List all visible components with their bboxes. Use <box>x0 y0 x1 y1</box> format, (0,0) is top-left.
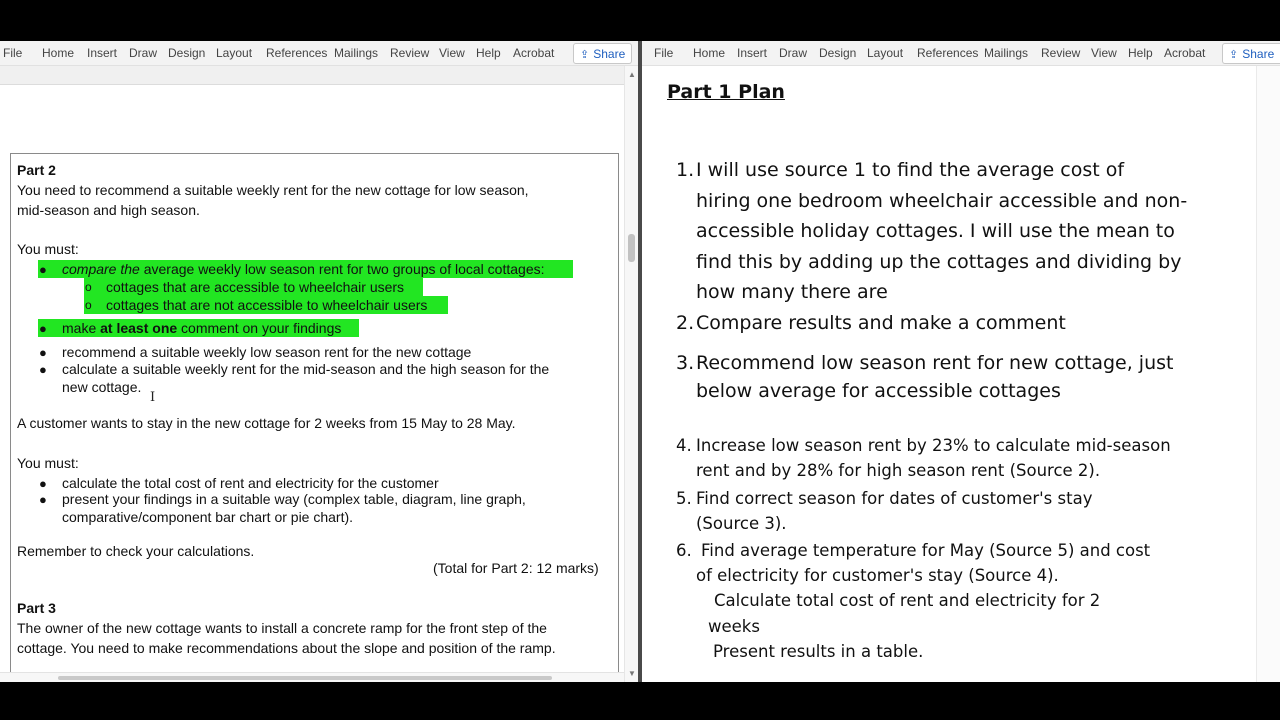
tab-design[interactable]: Design <box>819 46 857 60</box>
tab-insert[interactable]: Insert <box>737 46 768 60</box>
tab-layout[interactable]: Layout <box>216 46 253 60</box>
tab-view[interactable]: View <box>439 46 465 60</box>
share-label: Share <box>1242 47 1275 61</box>
left-vertical-scrollbar[interactable] <box>624 66 638 682</box>
item5-line1: Find correct season for dates of customer's stay <box>696 489 1093 508</box>
bullet6-line1: present your findings in a suitable way (complex table, diagram, line graph, <box>62 491 526 507</box>
tab-mailings[interactable]: Mailings <box>334 46 379 60</box>
tab-view[interactable]: View <box>1091 46 1117 60</box>
item3-line1: Recommend low season rent for new cottage, just <box>696 352 1174 374</box>
part2-intro-line1: You need to recommend a suitable weekly rent for the new cottage for low season, <box>17 182 529 198</box>
item1-line5: how many there are <box>696 281 888 303</box>
item4-line2: rent and by 28% for high season rent (Source 2). <box>696 461 1101 480</box>
left-document-window <box>0 41 638 682</box>
part3-line1: The owner of the new cottage wants to install a concrete ramp for the front step of the <box>17 620 547 636</box>
item4-line1: Increase low season rent by 23% to calculate mid-season <box>696 436 1171 455</box>
tab-help[interactable]: Help <box>1128 46 1153 60</box>
share-icon: ⇪ <box>580 49 590 61</box>
bullet4-line1: calculate a suitable weekly rent for the mid-season and the high season for the <box>62 361 550 377</box>
part2-heading: Part 2 <box>17 162 56 178</box>
scroll-up-icon[interactable]: ▲ <box>628 70 636 79</box>
item2-text: Compare results and make a comment <box>696 312 1066 334</box>
sub-bullet-circle: o <box>85 298 92 312</box>
tab-layout[interactable]: Layout <box>867 46 904 60</box>
tab-references[interactable]: References <box>917 46 979 60</box>
scroll-thumb[interactable] <box>628 234 635 262</box>
sub-bullet-circle: o <box>85 280 92 294</box>
bullet2-text: make at least one comment on your findings <box>62 320 342 336</box>
part3-heading: Part 3 <box>17 600 56 616</box>
item3-number: 3. <box>676 352 695 374</box>
tab-file[interactable]: File <box>3 46 23 60</box>
tab-home[interactable]: Home <box>693 46 726 60</box>
bullet-dot: ● <box>39 262 47 277</box>
right-ribbon-tabs <box>642 41 1280 66</box>
item4-number: 4. <box>676 436 692 455</box>
tab-mailings[interactable]: Mailings <box>984 46 1029 60</box>
right-document-window <box>642 41 1280 682</box>
bullet6-line2: comparative/component bar chart or pie chart). <box>62 509 354 525</box>
remember-line: Remember to check your calculations. <box>17 543 255 559</box>
item1-line4: find this by adding up the cottages and dividing by <box>696 251 1182 273</box>
tab-references[interactable]: References <box>266 46 328 60</box>
total-marks: (Total for Part 2: 12 marks) <box>433 560 599 576</box>
scroll-down-icon[interactable]: ▼ <box>628 669 636 678</box>
bullet1-text: compare the average weekly low season rent for two groups of local cottages: <box>62 261 545 277</box>
you-must-label-2: You must: <box>17 455 79 471</box>
tab-acrobat[interactable]: Acrobat <box>513 46 555 60</box>
share-label: Share <box>593 47 626 61</box>
tab-review[interactable]: Review <box>390 46 430 60</box>
extra-line1: Calculate total cost of rent and electricity for 2 <box>714 591 1101 610</box>
sub-bullet2-text: cottages that are not accessible to wheelchair users <box>106 297 428 313</box>
right-vertical-scrollbar[interactable] <box>1256 66 1280 682</box>
sub-bullet1-text: cottages that are accessible to wheelchair users <box>106 279 405 295</box>
tab-help[interactable]: Help <box>476 46 501 60</box>
item6-line2: of electricity for customer's stay (Source 4). <box>696 566 1059 585</box>
item1-line2: hiring one bedroom wheelchair accessible and non- <box>696 190 1188 212</box>
bullet3-text: recommend a suitable weekly low season rent for the new cottage <box>62 344 472 360</box>
part3-line2: cottage. You need to make recommendations about the slope and position of the ramp. <box>17 640 556 656</box>
tab-draw[interactable]: Draw <box>779 46 808 60</box>
text-cursor-icon: I <box>150 390 156 405</box>
tab-design[interactable]: Design <box>168 46 206 60</box>
tab-review[interactable]: Review <box>1041 46 1081 60</box>
tab-home[interactable]: Home <box>42 46 75 60</box>
bullet4-line2: new cottage. <box>62 379 142 395</box>
plan-title: Part 1 Plan <box>667 81 785 103</box>
extra-line2: weeks <box>708 617 760 636</box>
item3-line2: below average for accessible cottages <box>696 380 1061 402</box>
you-must-label: You must: <box>17 241 79 257</box>
left-horizontal-scrollbar[interactable] <box>0 672 624 682</box>
bullet-dot: ● <box>39 476 47 491</box>
item2-number: 2. <box>676 312 695 334</box>
item1-line3: accessible holiday cottages. I will use the mean to <box>696 220 1175 242</box>
customer-line: A customer wants to stay in the new cottage for 2 weeks from 15 May to 28 May. <box>17 415 516 431</box>
item5-number: 5. <box>676 489 692 508</box>
tab-draw[interactable]: Draw <box>129 46 158 60</box>
left-ribbon-tabs <box>0 41 638 66</box>
top-black-bar <box>0 0 1280 41</box>
share-button[interactable] <box>1222 43 1280 64</box>
bullet-dot: ● <box>39 492 47 507</box>
page-gap <box>0 66 624 85</box>
bullet-dot: ● <box>39 321 47 336</box>
item6-line1: Find average temperature for May (Source 5) and cost <box>701 541 1151 560</box>
item1-number: 1. <box>676 159 695 181</box>
bullet-dot: ● <box>39 362 47 377</box>
bullet-dot: ● <box>39 345 47 360</box>
item6-number: 6. <box>676 541 692 560</box>
horizontal-scroll-thumb[interactable] <box>58 676 552 680</box>
tab-acrobat[interactable]: Acrobat <box>1164 46 1206 60</box>
tab-insert[interactable]: Insert <box>87 46 118 60</box>
bullet5-text: calculate the total cost of rent and electricity for the customer <box>62 475 439 491</box>
share-button[interactable] <box>573 43 632 64</box>
share-icon: ⇪ <box>1229 49 1239 61</box>
item1-line1: I will use source 1 to find the average cost of <box>696 159 1125 181</box>
part2-intro-line2: mid-season and high season. <box>17 202 200 218</box>
tab-file[interactable]: File <box>654 46 674 60</box>
extra-line3: Present results in a table. <box>713 642 924 661</box>
bottom-black-bar <box>0 682 1280 720</box>
item5-line2: (Source 3). <box>696 514 787 533</box>
